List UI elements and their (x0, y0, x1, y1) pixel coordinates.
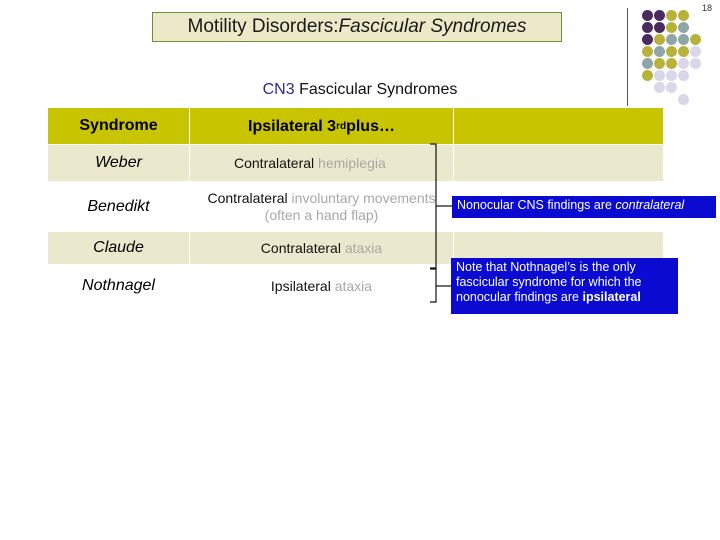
dot (642, 10, 653, 21)
slide-title-italic: Fascicular Syndromes (338, 16, 527, 37)
slide-title (152, 12, 562, 42)
dot (666, 34, 677, 45)
syndrome-name: Weber (48, 145, 190, 181)
finding-side: Contralateral (260, 239, 341, 256)
finding-side: Ipsilateral (270, 277, 331, 294)
dot (678, 58, 689, 69)
header-notes (454, 108, 664, 144)
contralateral-bracket (428, 140, 454, 272)
finding-side: Contralateral (207, 189, 288, 206)
dot (678, 34, 689, 45)
dot (678, 46, 689, 57)
dot (690, 58, 701, 69)
dot (642, 34, 653, 45)
contralateral-note-em: contralateral (615, 198, 685, 212)
contralateral-note-text: Nonocular CNS findings are (457, 198, 616, 212)
dot (654, 58, 665, 69)
table-header-row (48, 108, 664, 145)
dot (666, 10, 677, 21)
dot (642, 22, 653, 33)
dot (690, 46, 701, 57)
dot (666, 22, 677, 33)
header-ipsi-main: Ipsilateral 3 (248, 117, 337, 135)
finding-detail: ataxia (330, 277, 373, 294)
nothnagel-note-text: Note that Nothnagel’s is the only fascicular syndrome for which the nonocular findings are (456, 260, 642, 304)
contralateral-note (452, 196, 716, 218)
dot (666, 70, 677, 81)
finding-detail: hemiplegia (314, 154, 386, 171)
page-number: 18 (702, 3, 713, 13)
table-row (48, 145, 664, 182)
finding-cell (190, 182, 454, 231)
nothnagel-note-bold: ipsilateral (582, 290, 641, 304)
table-subtitle (0, 81, 720, 99)
dot (654, 22, 665, 33)
dot (654, 34, 665, 45)
dot (642, 70, 653, 81)
header-ipsi-sup: rd (336, 120, 347, 132)
dot (654, 70, 665, 81)
notes-cell (454, 145, 664, 181)
dot (678, 22, 689, 33)
finding-cell (190, 232, 454, 264)
dot (642, 46, 653, 57)
dot (666, 46, 677, 57)
header-ipsi-tail: plus… (346, 117, 395, 135)
dot (678, 70, 689, 81)
dot (654, 46, 665, 57)
finding-side: Contralateral (234, 154, 315, 171)
header-ipsilateral (190, 108, 454, 144)
dot (666, 58, 677, 69)
header-syndrome: Syndrome (48, 108, 190, 144)
finding-cell (190, 145, 454, 181)
syndrome-name: Nothnagel (48, 265, 190, 307)
subtitle-cn: CN3 (262, 81, 295, 98)
finding-detail: ataxia (340, 239, 383, 256)
nothnagel-note (451, 258, 678, 314)
dot (654, 10, 665, 21)
syndrome-name: Claude (48, 232, 190, 264)
dot (690, 34, 701, 45)
finding-cell (190, 265, 454, 307)
subtitle-rest: Fascicular Syndromes (294, 81, 458, 98)
slide-title-plain: Motility Disorders: (187, 16, 339, 37)
dot (642, 58, 653, 69)
finding-detail: involuntary movements (often a hand flap) (264, 189, 436, 223)
dot (678, 10, 689, 21)
syndrome-name: Benedikt (48, 182, 190, 231)
